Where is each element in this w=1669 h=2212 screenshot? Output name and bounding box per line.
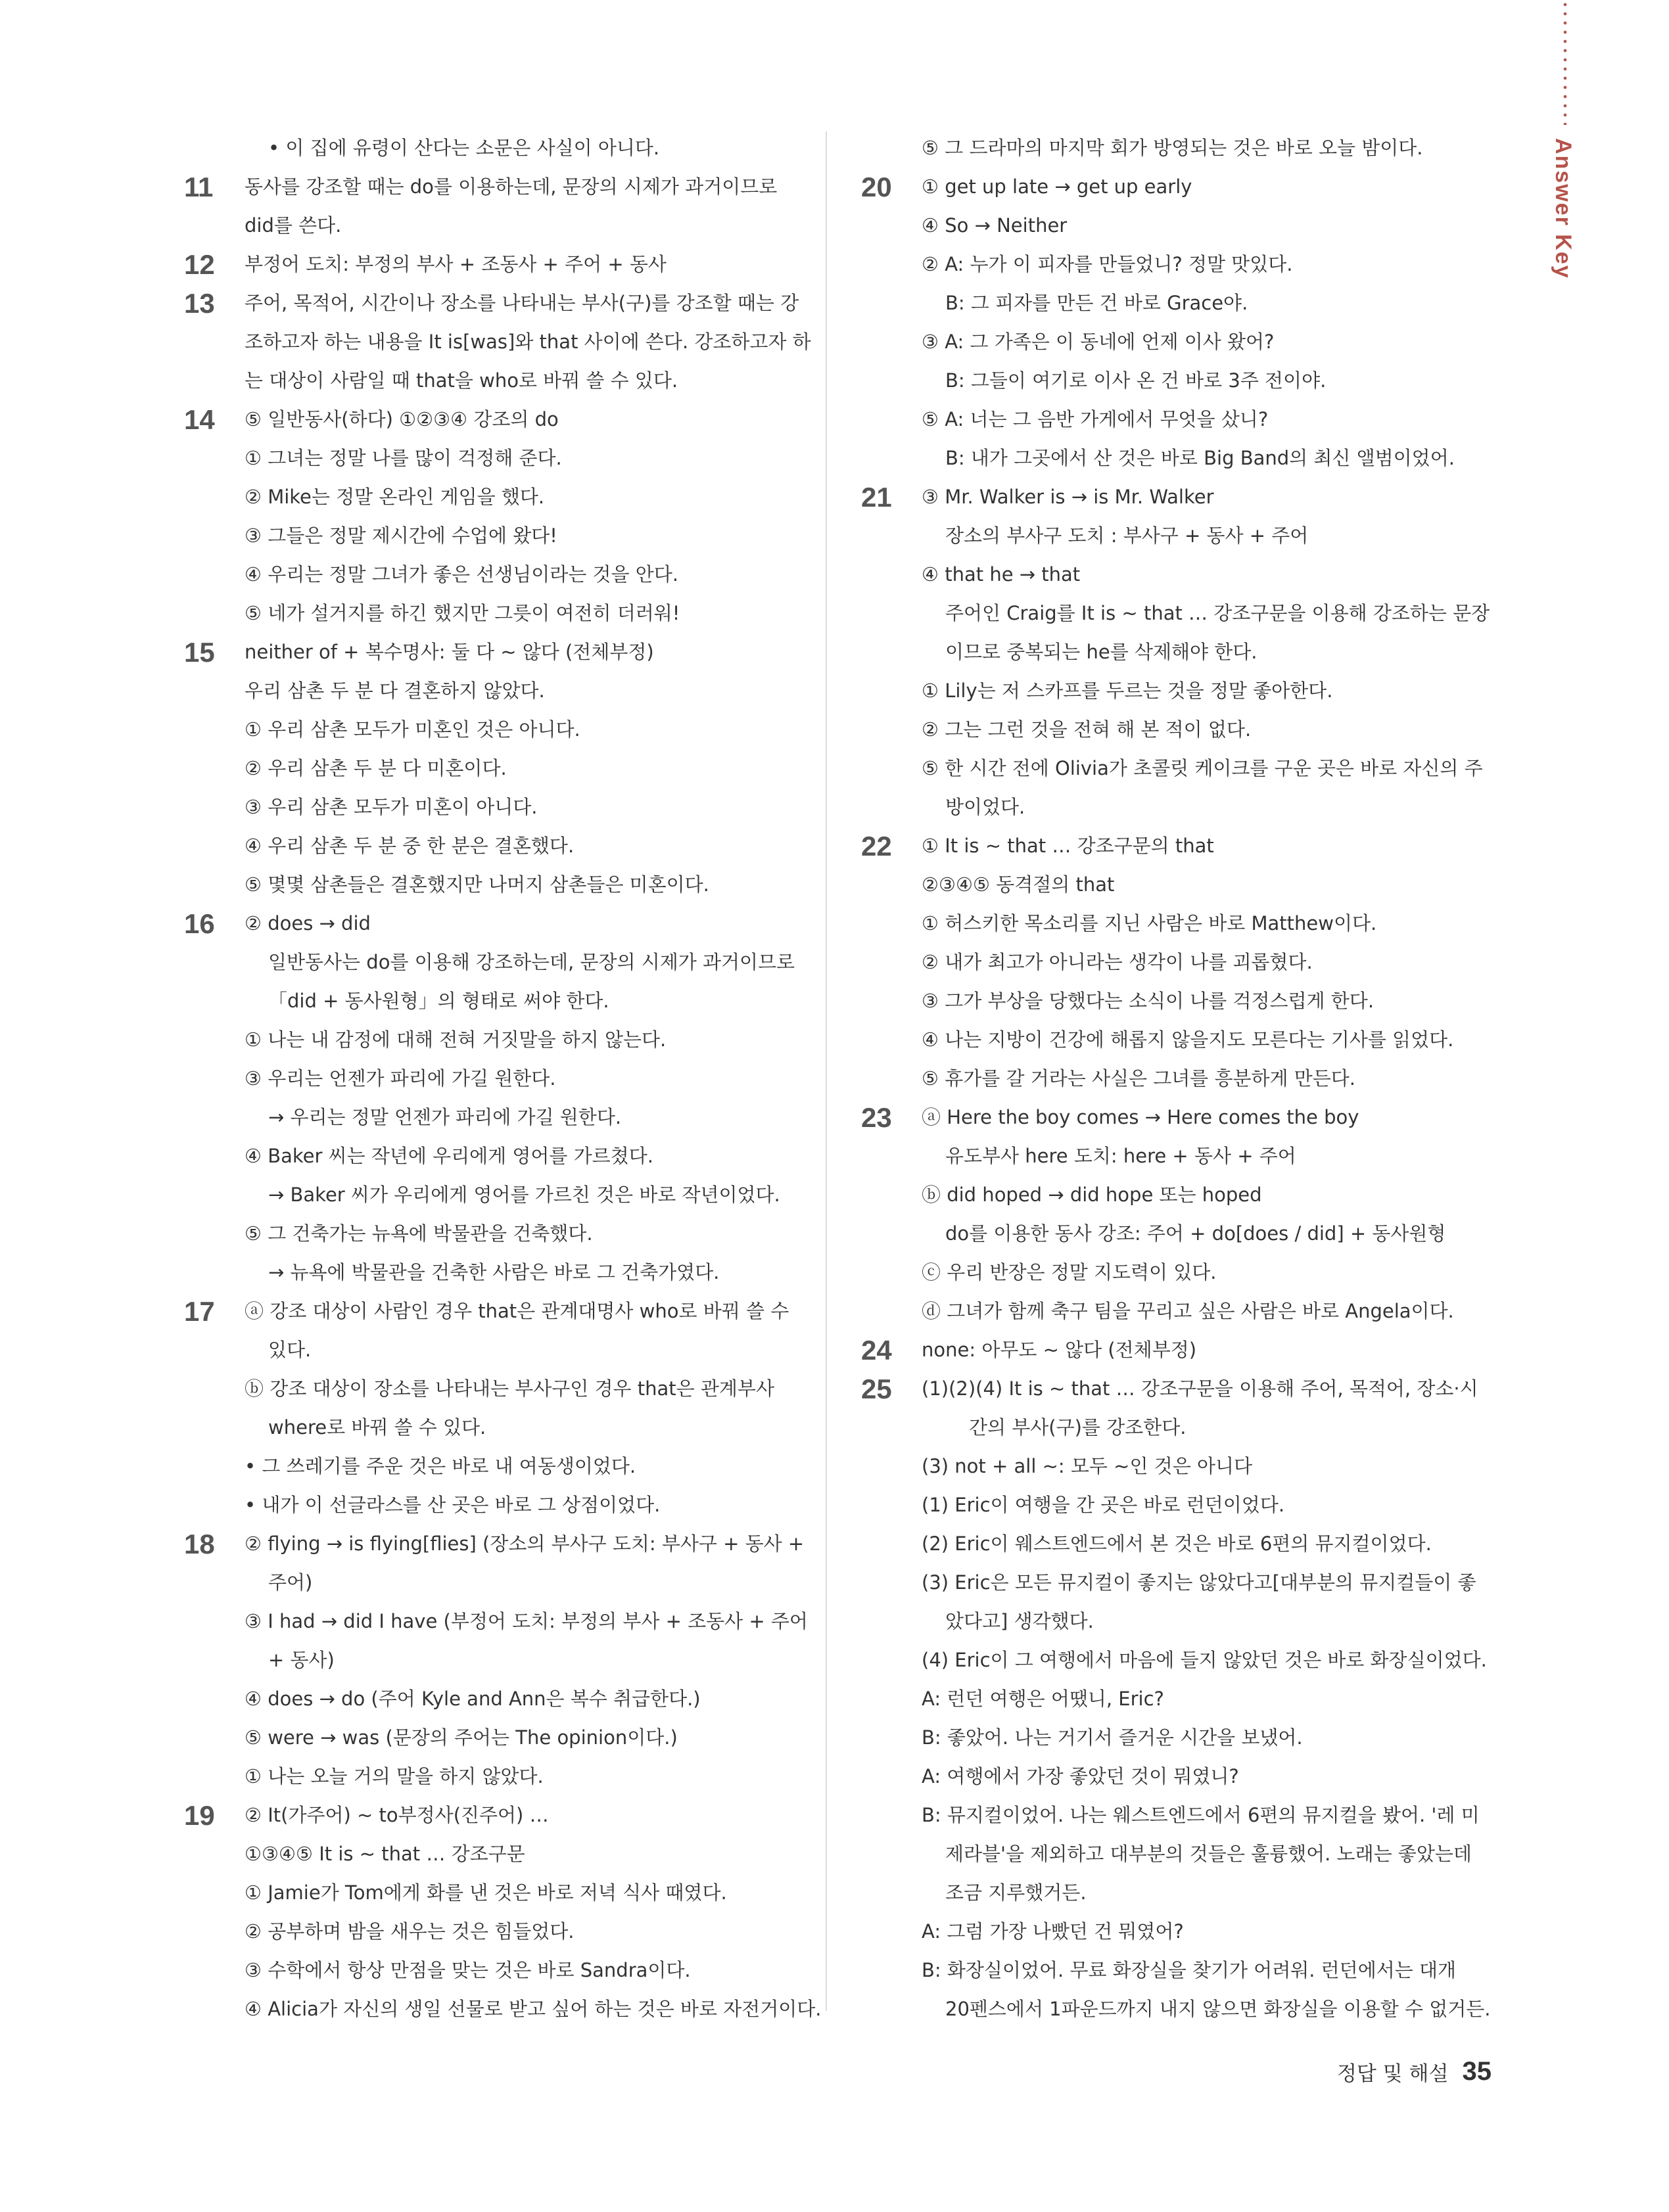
question-number: 14 xyxy=(184,404,215,435)
answer-text: 유도부사 here 도치: here + 동사 + 주어 xyxy=(945,1145,1296,1167)
answer-text: ② flying → is flying[flies] (장소의 부사구 도치: 부사구 + 동사 + xyxy=(245,1532,805,1555)
answer-text: ① Jamie가 Tom에게 화를 낸 것은 바로 저녁 식사 때였다. xyxy=(245,1881,727,1904)
page-number: 35 xyxy=(1462,2057,1492,2086)
answer-text: 방이었다. xyxy=(945,796,1025,818)
answer-text: 장소의 부사구 도치 : 부사구 + 동사 + 주어 xyxy=(945,524,1309,547)
answer-text: ① 나는 내 감정에 대해 전혀 거짓말을 하지 않는다. xyxy=(245,1028,667,1051)
answer-text: B: 화장실이었어. 무료 화장실을 찾기가 어려워. 런던에서는 대개 xyxy=(922,1959,1456,1981)
answer-text: ⓐ 강조 대상이 사람인 경우 that은 관계대명사 who로 바꿔 쓸 수 xyxy=(245,1300,789,1322)
page-footer xyxy=(1337,2057,1492,2086)
answer-text: did를 쓴다. xyxy=(245,214,342,237)
answer-text: ⑤ 일반동사(하다) ①②③④ 강조의 do xyxy=(245,408,559,430)
answer-text: ⓒ 우리 반장은 정말 지도력이 있다. xyxy=(922,1261,1217,1283)
answer-text: • 그 쓰레기를 주운 것은 바로 내 여동생이었다. xyxy=(245,1455,636,1477)
question-number: 23 xyxy=(861,1102,892,1133)
answer-text: 20펜스에서 1파운드까지 내지 않으면 화장실을 이용할 수 없거든. xyxy=(945,1998,1491,2020)
answer-text: where로 바꿔 쓸 수 있다. xyxy=(268,1416,486,1439)
answer-text: ④ Alicia가 자신의 생일 선물로 받고 싶어 하는 것은 바로 자전거이다. xyxy=(245,1998,822,2020)
answer-text: • 이 집에 유령이 산다는 소문은 사실이 아니다. xyxy=(268,137,660,159)
answer-text: 이므로 중복되는 he를 삭제해야 한다. xyxy=(945,641,1258,663)
answer-text: ② 내가 최고가 아니라는 생각이 나를 괴롭혔다. xyxy=(922,951,1313,973)
answer-text: ② 공부하며 밤을 새우는 것은 힘들었다. xyxy=(245,1920,575,1943)
answer-text: (1)(2)(4) It is ~ that … 강조구문을 이용해 주어, 목적어, 장소·시 xyxy=(922,1377,1478,1400)
answer-text: neither of + 복수명사: 둘 다 ~ 않다 (전체부정) xyxy=(245,641,654,663)
answer-text: ① get up late → get up early xyxy=(922,175,1192,198)
question-number: 22 xyxy=(861,831,892,862)
answer-text: 주어인 Craig를 It is ~ that … 강조구문을 이용해 강조하는 문장 xyxy=(945,602,1490,624)
answer-text: ② 우리 삼촌 두 분 다 미혼이다. xyxy=(245,757,507,779)
answer-text: ① 그녀는 정말 나를 많이 걱정해 준다. xyxy=(245,447,562,469)
question-number: 15 xyxy=(184,637,215,668)
answer-text: ① 허스키한 목소리를 지닌 사람은 바로 Matthew이다. xyxy=(922,912,1377,934)
answer-text: 일반동사는 do를 이용해 강조하는데, 문장의 시제가 과거이므로 xyxy=(268,951,795,973)
answer-text: (1) Eric이 여행을 간 곳은 바로 런던이었다. xyxy=(922,1494,1285,1516)
answer-text: 주어) xyxy=(268,1571,313,1594)
footer-label: 정답 및 해설 xyxy=(1336,2062,1449,2086)
answer-text: ③ I had → did I have (부정어 도치: 부정의 부사 + 조동사 + 주어 xyxy=(245,1610,808,1632)
question-number: 24 xyxy=(861,1335,892,1366)
answer-text: ① It is ~ that … 강조구문의 that xyxy=(922,835,1214,857)
answer-text: ② Mike는 정말 온라인 게임을 했다. xyxy=(245,486,545,508)
answer-text: (3) not + all ~: 모두 ~인 것은 아니다 xyxy=(922,1455,1252,1477)
answer-text: do를 이용한 동사 강조: 주어 + do[does / did] + 동사원형 xyxy=(945,1222,1446,1245)
answer-text: ④ So → Neither xyxy=(922,214,1068,237)
question-number: 12 xyxy=(184,249,215,280)
question-number: 21 xyxy=(861,482,892,513)
answer-text: 았다고] 생각했다. xyxy=(945,1610,1094,1632)
answer-text: 는 대상이 사람일 때 that을 who로 바꿔 쓸 수 있다. xyxy=(245,369,678,392)
answer-text: 조금 지루했거든. xyxy=(945,1881,1087,1904)
side-tab-label: Answer Key xyxy=(1551,138,1576,279)
answer-text: ②③④⑤ 동격절의 that xyxy=(922,873,1115,896)
answer-text: 우리 삼촌 두 분 다 결혼하지 않았다. xyxy=(245,680,545,702)
question-number: 25 xyxy=(861,1373,892,1404)
answer-text: ① 우리 삼촌 모두가 미혼인 것은 아니다. xyxy=(245,718,580,741)
answer-text: ② 그는 그런 것을 전혀 해 본 적이 없다. xyxy=(922,718,1252,741)
answer-text: A: 여행에서 가장 좋았던 것이 뭐였니? xyxy=(922,1765,1239,1787)
answer-text: ⑤ 몇몇 삼촌들은 결혼했지만 나머지 삼촌들은 미혼이다. xyxy=(245,873,709,896)
answer-text: B: 좋았어. 나는 거기서 즐거운 시간을 보냈어. xyxy=(922,1726,1303,1749)
answer-text: none: 아무도 ~ 않다 (전체부정) xyxy=(922,1339,1197,1361)
answer-text: ③ Mr. Walker is → is Mr. Walker xyxy=(922,486,1214,508)
question-number: 18 xyxy=(184,1529,215,1559)
answer-text: ③ A: 그 가족은 이 동네에 언제 이사 왔어? xyxy=(922,331,1275,353)
answer-text: 동사를 강조할 때는 do를 이용하는데, 문장의 시제가 과거이므로 xyxy=(245,175,778,198)
answer-text: 부정어 도치: 부정의 부사 + 조동사 + 주어 + 동사 xyxy=(245,253,667,275)
answer-text: ④ does → do (주어 Kyle and Ann은 복수 취급한다.) xyxy=(245,1688,701,1710)
answer-text: 「did + 동사원형」의 형태로 써야 한다. xyxy=(268,990,609,1012)
answer-text: ⑤ 네가 설거지를 하긴 했지만 그릇이 여전히 더러워! xyxy=(245,602,680,624)
answer-text: 조하고자 하는 내용을 It is[was]와 that 사이에 쓴다. 강조하고자 하 xyxy=(245,331,811,353)
answer-text: ③ 그들은 정말 제시간에 수업에 왔다! xyxy=(245,524,557,547)
answer-text: ④ that he → that xyxy=(922,563,1081,586)
question-number: 13 xyxy=(184,288,215,319)
answer-text: ④ 나는 지방이 건강에 해롭지 않을지도 모른다는 기사를 읽었다. xyxy=(922,1028,1454,1051)
answer-text: 있다. xyxy=(268,1339,312,1361)
answer-text: ⑤ 그 드라마의 마지막 회가 방영되는 것은 바로 오늘 밤이다. xyxy=(922,137,1423,159)
answer-text: ⓓ 그녀가 함께 축구 팀을 꾸리고 싶은 사람은 바로 Angela이다. xyxy=(922,1300,1454,1322)
answer-key-side-tab xyxy=(1542,0,1588,289)
answer-text: (4) Eric이 그 여행에서 마음에 들지 않았던 것은 바로 화장실이었다. xyxy=(922,1649,1487,1671)
dotted-line-decoration xyxy=(1563,0,1567,125)
question-number: 19 xyxy=(184,1800,215,1831)
answer-text: A: 그럼 가장 나빴던 건 뭐였어? xyxy=(922,1920,1184,1943)
answer-text: ③ 우리는 언젠가 파리에 가길 원한다. xyxy=(245,1067,556,1090)
answer-text: ② does → did xyxy=(245,912,371,934)
question-number: 16 xyxy=(184,908,215,939)
answer-text: ② A: 누가 이 피자를 만들었니? 정말 맛있다. xyxy=(922,253,1293,275)
answer-text: ⓑ did hoped → did hope 또는 hoped xyxy=(922,1184,1262,1206)
answer-text: ④ Baker 씨는 작년에 우리에게 영어를 가르쳤다. xyxy=(245,1145,653,1167)
answer-text: ⑤ 한 시간 전에 Olivia가 초콜릿 케이크를 구운 곳은 바로 자신의 주 xyxy=(922,757,1483,779)
answer-text: A: 런던 여행은 어땠니, Eric? xyxy=(922,1688,1164,1710)
question-number: 17 xyxy=(184,1296,215,1327)
answer-text: B: 그 피자를 만든 건 바로 Grace야. xyxy=(945,292,1248,314)
answer-text: ①③④⑤ It is ~ that … 강조구문 xyxy=(245,1843,525,1865)
answer-text: 간의 부사(구)를 강조한다. xyxy=(969,1416,1187,1439)
answer-text: (2) Eric이 웨스트엔드에서 본 것은 바로 6편의 뮤지컬이었다. xyxy=(922,1532,1432,1555)
answer-text: ⑤ 그 건축가는 뉴욕에 박물관을 건축했다. xyxy=(245,1222,593,1245)
column-divider xyxy=(826,131,827,2011)
answer-text: ⑤ 휴가를 갈 거라는 사실은 그녀를 흥분하게 만든다. xyxy=(922,1067,1356,1090)
answer-text: → Baker 씨가 우리에게 영어를 가르친 것은 바로 작년이었다. xyxy=(268,1184,780,1206)
question-number: 20 xyxy=(861,172,892,202)
answer-text: ③ 수학에서 항상 만점을 맞는 것은 바로 Sandra이다. xyxy=(245,1959,691,1981)
answer-text: (3) Eric은 모든 뮤지컬이 좋지는 않았다고[대부분의 뮤지컬들이 좋 xyxy=(922,1571,1476,1594)
answer-text: B: 뮤지컬이었어. 나는 웨스트엔드에서 6편의 뮤지컬을 봤어. '레 미 xyxy=(922,1804,1480,1826)
answer-text: ③ 우리 삼촌 모두가 미혼이 아니다. xyxy=(245,796,538,818)
answer-text: → 우리는 정말 언젠가 파리에 가길 원한다. xyxy=(268,1106,622,1128)
answer-text: ① 나는 오늘 거의 말을 하지 않았다. xyxy=(245,1765,544,1787)
answer-text: B: 그들이 여기로 이사 온 건 바로 3주 전이야. xyxy=(945,369,1327,392)
answer-text: ③ 그가 부상을 당했다는 소식이 나를 걱정스럽게 한다. xyxy=(922,990,1375,1012)
answer-text: ④ 우리 삼촌 두 분 중 한 분은 결혼했다. xyxy=(245,835,575,857)
answer-text: • 내가 이 선글라스를 산 곳은 바로 그 상점이었다. xyxy=(245,1494,661,1516)
question-number: 11 xyxy=(184,172,214,202)
answer-text: ⓑ 강조 대상이 장소를 나타내는 부사구인 경우 that은 관계부사 xyxy=(245,1377,774,1400)
answer-text: → 뉴욕에 박물관을 건축한 사람은 바로 그 건축가였다. xyxy=(268,1261,720,1283)
answer-text: ① Lily는 저 스카프를 두르는 것을 정말 좋아한다. xyxy=(922,680,1333,702)
answer-text: B: 내가 그곳에서 산 것은 바로 Big Band의 최신 앨범이었어. xyxy=(945,447,1455,469)
answer-text: 제라블'을 제외하고 대부분의 것들은 훌륭했어. 노래는 좋았는데 xyxy=(945,1843,1472,1865)
answer-text: ⓐ Here the boy comes → Here comes the boy xyxy=(922,1106,1359,1128)
answer-text: ② It(가주어) ~ to부정사(진주어) … xyxy=(245,1804,549,1826)
answer-text: 주어, 목적어, 시간이나 장소를 나타내는 부사(구)를 강조할 때는 강 xyxy=(245,292,799,314)
answer-text: + 동사) xyxy=(268,1649,335,1671)
answer-text: ⑤ were → was (문장의 주어는 The opinion이다.) xyxy=(245,1726,678,1749)
answer-text: ⑤ A: 너는 그 음반 가게에서 무엇을 샀니? xyxy=(922,408,1269,430)
answer-text: ④ 우리는 정말 그녀가 좋은 선생님이라는 것을 안다. xyxy=(245,563,679,586)
